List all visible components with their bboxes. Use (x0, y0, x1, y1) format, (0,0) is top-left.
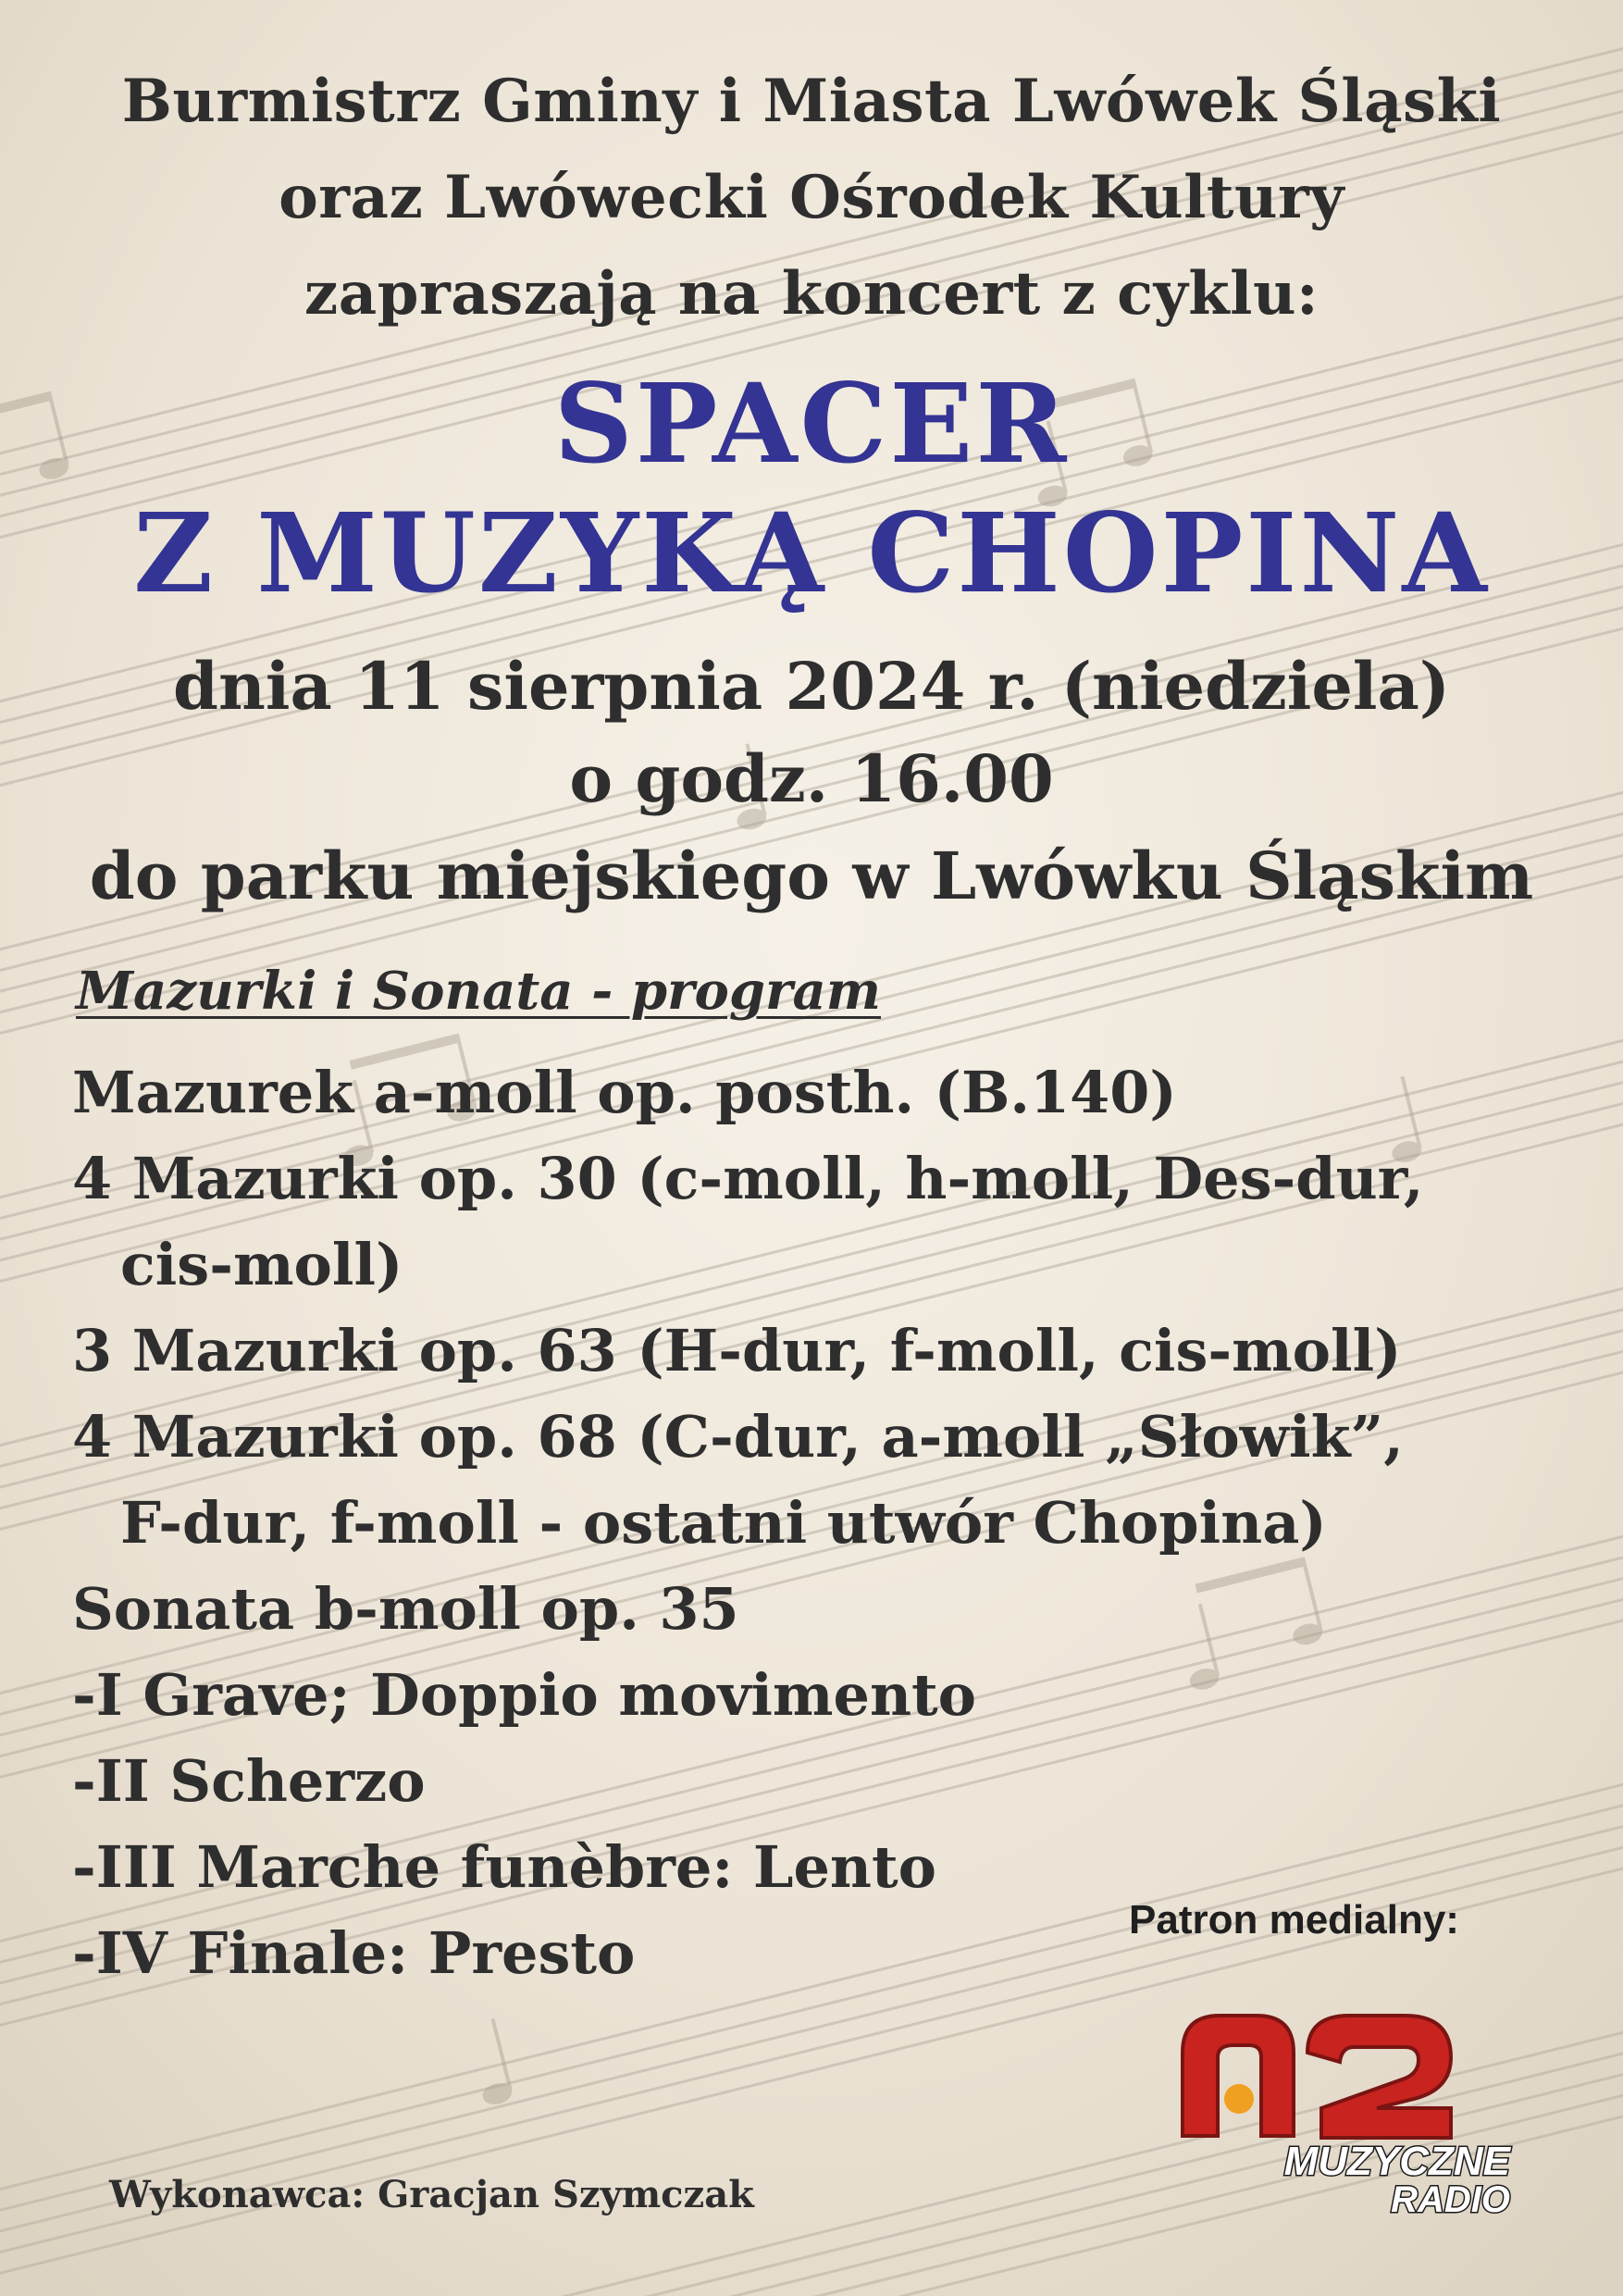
program-item-text: -II Scherzo (72, 1747, 426, 1815)
program-item-text: 4 Mazurki op. 30 (c-moll, h-moll, Des-dur, (72, 1145, 1424, 1212)
program-item-text: -I Grave; Doppio movimento (72, 1661, 977, 1729)
program-item-continuation: cis-moll) (120, 1231, 403, 1298)
program-item-text: -III Marche funèbre: Lento (72, 1833, 936, 1901)
radio-logo-icon (1146, 1969, 1516, 2219)
event-date: dnia 11 sierpnia 2024 r. (niedziela) (173, 648, 1450, 725)
invitation-line: zapraszają na koncert z cyklu: (304, 259, 1319, 329)
program-item (72, 1394, 1516, 1566)
program-item (72, 1136, 1516, 1308)
concert-title-line-1: SPACER (553, 359, 1070, 488)
logo-mark (1183, 2016, 1451, 2138)
event-time: o godz. 16.00 (569, 740, 1054, 817)
organizer-line-2: oraz Lwówecki Ośrodek Kultury (279, 163, 1344, 232)
program-heading: Mazurki i Sonata - program (76, 961, 882, 1022)
concert-title-line-2: Z MUZYKĄ CHOPINA (133, 489, 1490, 617)
logo-text-line-2: RADIO (1391, 2179, 1510, 2219)
program-item-text: 4 Mazurki op. 68 (C-dur, a-moll „Słowik”, (72, 1403, 1404, 1471)
program-item (72, 1049, 1516, 1136)
program-item (72, 1566, 1516, 1652)
program-item (72, 1652, 1516, 1738)
program-item-text: 3 Mazurki op. 63 (H-dur, f-moll, cis-moll) (72, 1317, 1402, 1384)
program-item-continuation: F-dur, f-moll - ostatni utwór Chopina) (120, 1489, 1327, 1557)
event-place: do parku miejskiego w Lwówku Śląskim (89, 838, 1534, 914)
performer-credit: Wykonawca: Gracjan Szymczak (109, 2173, 754, 2216)
program-list (72, 1049, 1516, 1996)
program-item (72, 1738, 1516, 1824)
program-item-text: -IV Finale: Presto (72, 1919, 636, 1987)
organizer-line-1: Burmistrz Gminy i Miasta Lwówek Śląski (121, 67, 1502, 136)
program-item-text: Mazurek a-moll op. posth. (B.140) (72, 1059, 1177, 1126)
media-patron-label: Patron medialny: (1129, 1897, 1459, 1942)
logo-text-line-1: MUZYCZNE (1283, 2139, 1510, 2184)
program-item-text: Sonata b-moll op. 35 (72, 1575, 739, 1643)
program-item (72, 1308, 1516, 1394)
